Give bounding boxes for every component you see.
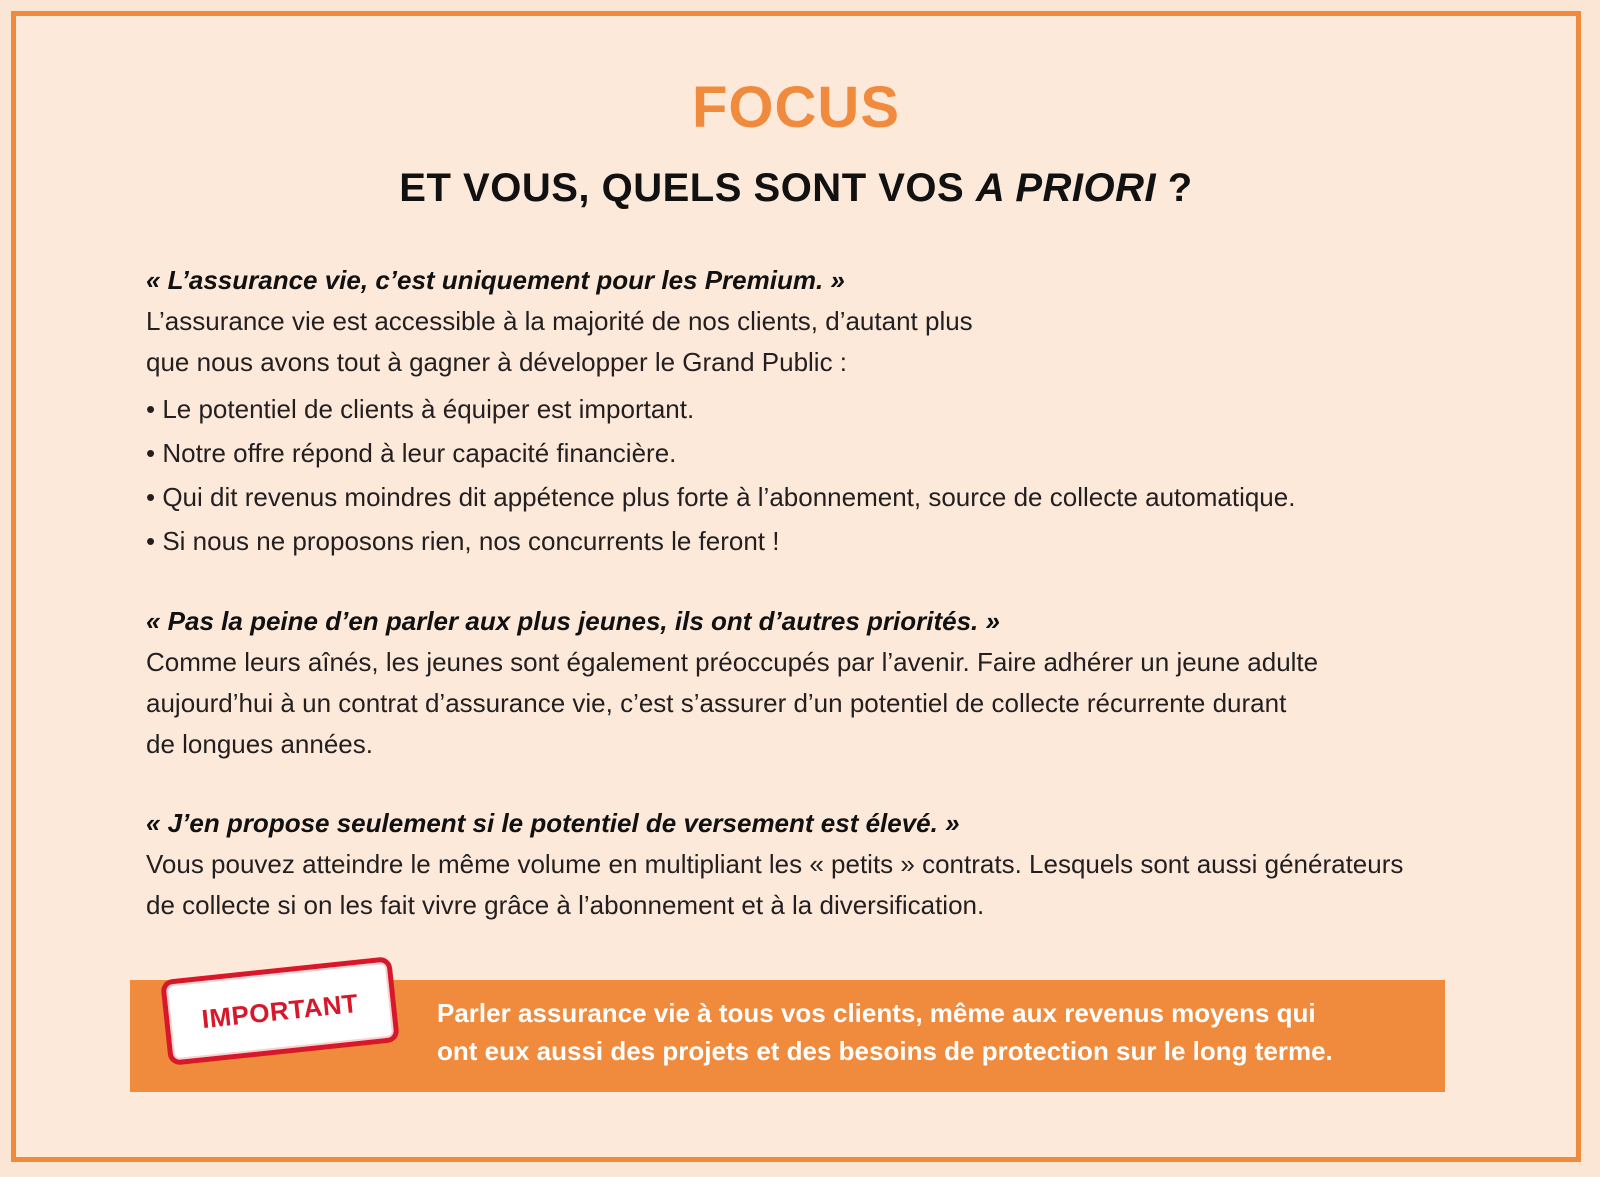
section-line: Vous pouvez atteindre le même volume en multipliant les « petits » contrats. Lesquels sont aussi générateurs xyxy=(146,849,1404,879)
section-jeunes xyxy=(146,601,1486,765)
subtitle-end: ? xyxy=(1156,166,1193,210)
content-body xyxy=(146,260,1486,964)
section-premium xyxy=(146,260,1486,563)
focus-title: FOCUS xyxy=(692,75,900,140)
bullet-list xyxy=(146,387,1486,563)
section-line: de longues années. xyxy=(146,729,373,759)
section-quote: « L’assurance vie, c’est uniquement pour les Premium. » xyxy=(146,265,845,295)
section-line: aujourd’hui à un contrat d’assurance vie, c’est s’assurer d’un potentiel de collecte récurrente durant xyxy=(146,688,1287,718)
section-versement xyxy=(146,803,1486,926)
section-quote: « J’en propose seulement si le potentiel de versement est élevé. » xyxy=(146,808,960,838)
section-line: L’assurance vie est accessible à la majorité de nos clients, d’autant plus xyxy=(146,306,973,336)
bullet-item: • Notre offre répond à leur capacité financière. xyxy=(146,431,1486,475)
subtitle-main: ET VOUS, QUELS SONT VOS xyxy=(399,166,976,210)
important-stamp-label: IMPORTANT xyxy=(200,987,360,1034)
section-line: que nous avons tout à gagner à développer le Grand Public : xyxy=(146,347,848,377)
important-line: Parler assurance vie à tous vos clients, même aux revenus moyens qui xyxy=(437,998,1316,1028)
section-line: Comme leurs aînés, les jeunes sont également préoccupés par l’avenir. Faire adhérer un jeune adulte xyxy=(146,647,1319,677)
important-line: ont eux aussi des projets et des besoins de protection sur le long terme. xyxy=(437,1036,1333,1066)
bullet-item: • Qui dit revenus moindres dit appétence plus forte à l’abonnement, source de collecte automatique. xyxy=(146,475,1486,519)
important-banner xyxy=(130,980,1445,1092)
important-message xyxy=(437,994,1427,1070)
bullet-item: • Le potentiel de clients à équiper est important. xyxy=(146,387,1486,431)
section-line: de collecte si on les fait vivre grâce à l’abonnement et à la diversification. xyxy=(146,890,985,920)
page-subtitle xyxy=(16,166,1576,211)
bullet-item: • Si nous ne proposons rien, nos concurrents le feront ! xyxy=(146,519,1486,563)
section-quote: « Pas la peine d’en parler aux plus jeunes, ils ont d’autres priorités. » xyxy=(146,606,1000,636)
subtitle-italic: A PRIORI xyxy=(975,166,1157,210)
